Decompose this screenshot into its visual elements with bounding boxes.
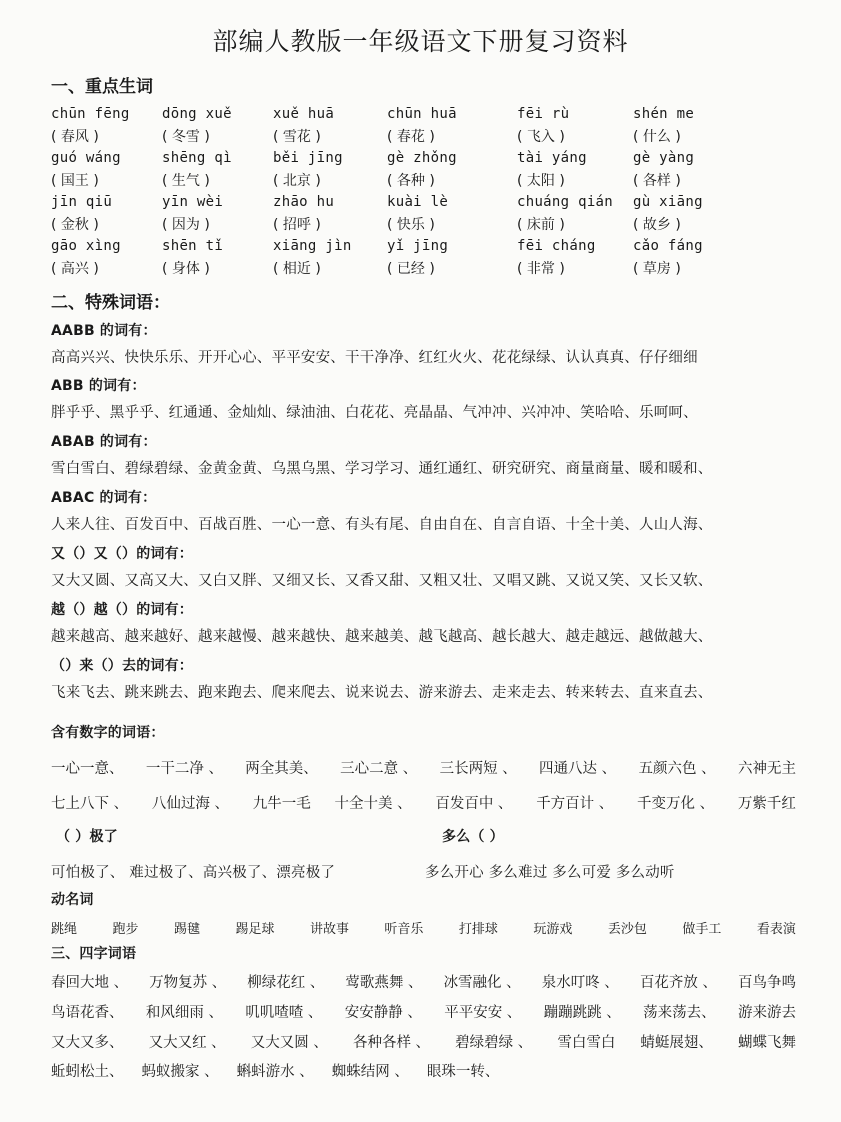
vocab-word: ( 什么 ) [633, 129, 681, 145]
group-words: 越来越高、越来越好、越来越慢、越来越快、越来越美、越飞越高、越长越大、越走越远、越做越大、 [51, 629, 713, 645]
group-words: 人来人往、百发百中、百战百胜、一心一意、有头有尾、自由自在、自言自语、十全十美、人山人海、 [51, 517, 713, 533]
vocab-word: ( 春风 ) [51, 129, 99, 145]
duo-words: 多么开心 多么难过 多么可爱 多么动听 [425, 865, 675, 881]
number-idiom: 五颜六色 、 [638, 761, 716, 777]
four-char-word: 各种各样 、 [352, 1035, 431, 1051]
group-label: ABAB 的词有： [51, 434, 157, 450]
pinyin: tài yáng [517, 150, 587, 166]
four-char-word: 和风细雨 、 [145, 1005, 223, 1021]
four-char-word: 又大又红 、 [148, 1035, 226, 1051]
number-idiom: 万紫千红 [737, 796, 796, 812]
number-idiom: 三心二意 、 [340, 761, 418, 777]
vocab-word: ( 冬雪 ) [162, 129, 210, 145]
group-words: 胖乎乎、黑乎乎、红通通、金灿灿、绿油油、白花花、亮晶晶、气冲冲、兴冲冲、笑哈哈、乐呵呵、 [51, 405, 698, 421]
four-char-word: 荡来荡去、 [643, 1005, 716, 1021]
group-label: AABB 的词有： [51, 323, 157, 339]
four-char-word: 百鸟争鸣 [737, 975, 796, 991]
vocab-item [633, 238, 753, 280]
pinyin: gè zhǒng [387, 150, 457, 166]
pinyin: jīn qiū [51, 194, 113, 210]
pinyin: chūn fēng [51, 106, 130, 122]
vocab-item [633, 194, 753, 236]
verb-noun-item: 跳绳 [51, 922, 78, 937]
number-idiom: 四通八达 、 [539, 761, 617, 777]
verb-noun-item: 听音乐 [384, 922, 424, 937]
four-char-word: 泉水叮咚 、 [541, 975, 619, 991]
pinyin: guó wáng [51, 150, 121, 166]
numbers-row-2 [51, 792, 796, 813]
pinyin: běi jīng [273, 150, 343, 166]
group-words: 又大又圆、又高又大、又白又胖、又细又长、又香又甜、又粗又壮、又唱又跳、又说又笑、又长又软、 [51, 573, 713, 589]
four-char-word: 蝌蚪游水 、 [236, 1064, 314, 1080]
vocab-item [517, 194, 637, 236]
section2-heading: 二、特殊词语： [51, 293, 170, 313]
pinyin: zhāo hu [273, 194, 335, 210]
four-char-word: 又大又多、 [51, 1035, 124, 1051]
vocab-item [633, 106, 753, 148]
vocab-word: ( 金秋 ) [51, 217, 99, 233]
section3-heading: 三、四字词语 [51, 946, 137, 962]
verb-noun-label: 动名词 [51, 892, 94, 908]
pinyin: yīn wèi [162, 194, 224, 210]
number-idiom: 八仙过海 、 [151, 796, 229, 812]
verb-noun-item: 跑步 [112, 922, 139, 937]
vocab-item [387, 150, 507, 192]
vocab-word: ( 非常 ) [517, 261, 565, 277]
section1-heading: 一、重点生词 [51, 77, 153, 97]
pinyin: shén me [633, 106, 695, 122]
vocab-item [162, 238, 282, 280]
vocab-word: ( 各种 ) [387, 173, 435, 189]
four-char-word: 又大又圆 、 [250, 1035, 328, 1051]
pinyin: shēn tǐ [162, 238, 224, 254]
four-char-word: 百花齐放 、 [639, 975, 717, 991]
verb-noun-list [51, 918, 796, 937]
vocab-item [51, 238, 171, 280]
vocab-word: ( 招呼 ) [273, 217, 321, 233]
vocab-word: ( 快乐 ) [387, 217, 435, 233]
key-vocabulary-grid [51, 106, 811, 282]
pinyin: dōng xuě [162, 106, 232, 122]
vocab-item [51, 106, 171, 148]
vocab-word: ( 春花 ) [387, 129, 435, 145]
pinyin: xuě huā [273, 106, 335, 122]
vocab-item [517, 238, 637, 280]
vocab-word: ( 生气 ) [162, 173, 210, 189]
group-label: ABB 的词有： [51, 378, 146, 394]
pinyin: chuáng qián [517, 194, 614, 210]
vocab-word: ( 高兴 ) [51, 261, 99, 277]
group-words: 雪白雪白、碧绿碧绿、金黄金黄、乌黑乌黑、学习学习、通红通红、研究研究、商量商量、暖和暖和、 [51, 461, 713, 477]
number-idiom: 七上八下 、 [51, 796, 129, 812]
vocab-item [51, 150, 171, 192]
number-idiom: 千方百计 、 [536, 796, 614, 812]
vocab-word: ( 太阳 ) [517, 173, 565, 189]
four-char-word: 蚯蚓松土、 [51, 1064, 124, 1080]
pinyin: yǐ jīng [387, 238, 449, 254]
four-char-word: 安安静静 、 [344, 1005, 422, 1021]
duo-label: 多么（ ） [442, 829, 504, 845]
vocab-word: ( 因为 ) [162, 217, 210, 233]
verb-noun-item: 做手工 [682, 922, 722, 937]
vocab-word: ( 身体 ) [162, 261, 210, 277]
vocab-word: ( 国王 ) [51, 173, 99, 189]
vocab-item [51, 194, 171, 236]
verb-noun-item: 打排球 [458, 922, 498, 937]
vocab-item [273, 194, 393, 236]
vocab-item [517, 150, 637, 192]
number-idiom: 千变万化 、 [637, 796, 715, 812]
vocab-row [51, 238, 811, 282]
pinyin: chūn huā [387, 106, 457, 122]
vocab-word: ( 相近 ) [273, 261, 321, 277]
number-idiom: 六神无主 [737, 761, 796, 777]
number-idiom: 百发百中 、 [435, 796, 513, 812]
vocab-item [162, 150, 282, 192]
group-label: （）来（）去的词有： [51, 658, 193, 674]
group-label: ABAC 的词有： [51, 490, 157, 506]
group-words: 飞来飞去、跳来跳去、跑来跑去、爬来爬去、说来说去、游来游去、走来走去、转来转去、直来直去、 [51, 685, 713, 701]
number-idiom: 两全其美、 [245, 761, 318, 777]
pinyin: fēi cháng [517, 238, 596, 254]
pinyin: shēng qì [162, 150, 232, 166]
verb-noun-item: 踢足球 [235, 922, 275, 937]
numbers-label: 含有数字的词语： [51, 725, 165, 741]
number-idiom: 三长两短 、 [439, 761, 517, 777]
number-idiom: 一干二净 、 [145, 761, 223, 777]
vocab-word: ( 各样 ) [633, 173, 681, 189]
four-char-word: 蝴蝶飞舞 [737, 1035, 796, 1051]
vocab-row [51, 194, 811, 238]
pinyin: xiāng jìn [273, 238, 352, 254]
four-char-word: 蜻蜓展翅、 [640, 1035, 713, 1051]
verb-noun-item: 丢沙包 [607, 922, 647, 937]
number-idiom: 十全十美 、 [334, 796, 412, 812]
vocab-word: ( 雪花 ) [273, 129, 321, 145]
pinyin: gāo xìng [51, 238, 121, 254]
four-char-word: 柳绿花红 、 [247, 975, 325, 991]
pinyin: kuài lè [387, 194, 449, 210]
vocab-row [51, 150, 811, 194]
four-char-word: 春回大地 、 [51, 975, 129, 991]
number-idiom: 九牛一毛 [252, 796, 311, 812]
pinyin: gù xiāng [633, 194, 703, 210]
vocab-word: ( 飞入 ) [517, 129, 565, 145]
page-title: 部编人教版一年级语文下册复习资料 [212, 27, 629, 56]
verb-noun-item: 踢毽 [173, 922, 200, 937]
vocab-item [273, 106, 393, 148]
group-label: 又（）又（）的词有： [51, 546, 193, 562]
four-char-word: 眼珠一转、 [426, 1064, 500, 1080]
vocab-word: ( 故乡 ) [633, 217, 681, 233]
four-char-word: 游来游去 [737, 1005, 796, 1021]
four-char-word: 雪白雪白 [557, 1035, 616, 1051]
vocab-word: ( 床前 ) [517, 217, 565, 233]
four-char-line [51, 971, 796, 992]
vocab-item [273, 238, 393, 280]
vocab-item [162, 106, 282, 148]
vocab-item [387, 194, 507, 236]
four-char-word: 鸟语花香、 [51, 1005, 124, 1021]
ji-label: （ ）极了 [56, 829, 118, 845]
vocab-word: ( 已经 ) [387, 261, 435, 277]
pinyin: fēi rù [517, 106, 570, 122]
four-char-word: 叽叽喳喳 、 [245, 1005, 323, 1021]
four-char-line [51, 1001, 796, 1022]
pinyin: gè yàng [633, 150, 695, 166]
four-char-line [51, 1031, 796, 1052]
verb-noun-item: 看表演 [756, 922, 796, 937]
four-char-word: 蚂蚁搬家 、 [141, 1064, 219, 1080]
verb-noun-item: 讲故事 [309, 922, 349, 937]
four-char-word: 平平安安 、 [444, 1005, 522, 1021]
four-char-word: 碧绿碧绿 、 [455, 1035, 533, 1051]
vocab-item [387, 238, 507, 280]
vocab-item [633, 150, 753, 192]
four-char-line [51, 1060, 796, 1081]
four-char-word: 冰雪融化 、 [443, 975, 521, 991]
ji-words: 可怕极了、 难过极了、高兴极了、漂亮极了 [51, 865, 336, 881]
four-char-word: 蹦蹦跳跳 、 [543, 1005, 621, 1021]
group-label: 越（）越（）的词有： [51, 602, 193, 618]
numbers-row-1 [51, 757, 796, 778]
vocab-item [387, 106, 507, 148]
vocab-word: ( 草房 ) [633, 261, 681, 277]
pinyin: cǎo fáng [633, 238, 703, 254]
four-char-word: 莺歌燕舞 、 [345, 975, 423, 991]
four-char-word: 蜘蛛结网 、 [331, 1064, 409, 1080]
vocab-row [51, 106, 811, 150]
number-idiom: 一心一意、 [51, 761, 124, 777]
vocab-item [273, 150, 393, 192]
four-char-word: 万物复苏 、 [149, 975, 227, 991]
verb-noun-item: 玩游戏 [533, 922, 573, 937]
vocab-item [162, 194, 282, 236]
group-words: 高高兴兴、快快乐乐、开开心心、平平安安、干干净净、红红火火、花花绿绿、认认真真、仔仔细细 [51, 350, 698, 366]
vocab-item [517, 106, 637, 148]
vocab-word: ( 北京 ) [273, 173, 321, 189]
